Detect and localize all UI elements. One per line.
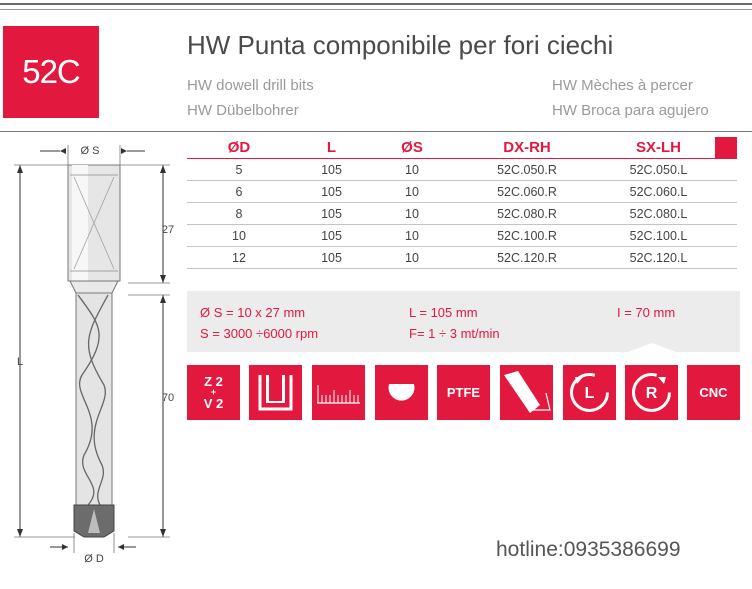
page-title: HW Punta componibile per fori ciechi — [187, 30, 614, 60]
table-row — [187, 181, 737, 203]
feature-icons — [187, 365, 740, 420]
table-row — [187, 203, 737, 225]
top-rule-thin — [0, 9, 752, 10]
col-header-sx-lh: SX-LH — [636, 139, 681, 156]
cell-length: 105 — [321, 162, 342, 177]
z2-plus-text: + — [210, 387, 217, 397]
blind-hole-icon — [249, 365, 302, 420]
col-header-dx-rh: DX-RH — [503, 139, 551, 156]
cell-dx-rh: 52C.100.R — [497, 228, 557, 243]
cell-length: 105 — [321, 184, 342, 199]
cut-length-label: 70 — [161, 392, 175, 404]
info-box-notch — [620, 343, 684, 355]
cell-diameter: 10 — [232, 228, 246, 243]
z2-top-text: Z 2 — [204, 374, 223, 389]
spec-shank: Ø S = 10 x 27 mm — [200, 305, 306, 320]
cell-shank: 10 — [405, 250, 419, 265]
cell-shank: 10 — [405, 206, 419, 221]
left-rotation-label: L — [584, 385, 595, 402]
cell-sx-lh: 52C.060.L — [629, 184, 688, 199]
cnc-icon: CNC — [687, 365, 740, 420]
cell-dx-rh: 52C.060.R — [497, 184, 557, 199]
cell-sx-lh: 52C.120.L — [629, 250, 688, 265]
tip-diameter-label: Ø D — [84, 553, 104, 565]
drill-bit-drawing — [0, 135, 186, 575]
subtitle-es: HW Broca para agujero — [552, 102, 709, 119]
ptfe-icon: PTFE — [437, 365, 490, 420]
cell-dx-rh: 52C.120.R — [497, 250, 557, 265]
length-label: L — [16, 356, 24, 368]
cell-length: 105 — [321, 206, 342, 221]
spec-speed: S = 3000 ÷6000 rpm — [200, 326, 319, 341]
z2-v2-icon — [187, 365, 240, 420]
col-header-length: L — [326, 139, 337, 156]
col-header-shank: ØS — [401, 139, 423, 156]
cell-sx-lh: 52C.100.L — [629, 228, 688, 243]
right-rotation-label: R — [645, 385, 658, 402]
subtitle-fr: HW Mèches à percer — [552, 77, 693, 94]
cell-diameter: 12 — [232, 250, 246, 265]
header-accent-square — [715, 137, 737, 159]
cell-length: 105 — [321, 250, 342, 265]
round-shank-icon — [375, 365, 428, 420]
spec-table — [187, 137, 737, 269]
cell-diameter: 6 — [235, 184, 243, 199]
table-header — [187, 137, 737, 159]
spec-cut-length: I = 70 mm — [617, 305, 676, 320]
cell-dx-rh: 52C.080.R — [497, 206, 557, 221]
cell-diameter: 8 — [235, 206, 243, 221]
hotline-text: hotline:0935386699 — [496, 538, 681, 561]
cell-shank: 10 — [405, 184, 419, 199]
cell-sx-lh: 52C.050.L — [629, 162, 688, 177]
cell-sx-lh: 52C.080.L — [629, 206, 688, 221]
cell-length: 105 — [321, 228, 342, 243]
subtitle-en: HW dowell drill bits — [187, 77, 314, 94]
product-code-badge: 52C — [3, 26, 99, 118]
ruler-icon — [312, 365, 365, 420]
col-header-diameter: ØD — [227, 139, 251, 156]
left-rotation-icon — [563, 365, 616, 420]
cell-dx-rh: 52C.050.R — [497, 162, 557, 177]
spec-feed: F= 1 ÷ 3 mt/min — [409, 326, 500, 341]
cell-diameter: 5 — [235, 162, 243, 177]
z2-bottom-text: V 2 — [203, 396, 224, 411]
cell-shank: 10 — [405, 162, 419, 177]
header-rule — [0, 131, 752, 132]
subtitle-de: HW Dübelbohrer — [187, 102, 299, 119]
table-row — [187, 159, 737, 181]
cutting-angle-icon — [500, 365, 553, 420]
spec-length: L = 105 mm — [409, 305, 478, 320]
shank-length-label: 27 — [161, 224, 175, 236]
table-row — [187, 247, 737, 269]
right-rotation-icon — [625, 365, 678, 420]
cell-shank: 10 — [405, 228, 419, 243]
table-row — [187, 225, 737, 247]
shank-diameter-label: Ø S — [80, 145, 100, 157]
top-rule — [0, 3, 752, 5]
